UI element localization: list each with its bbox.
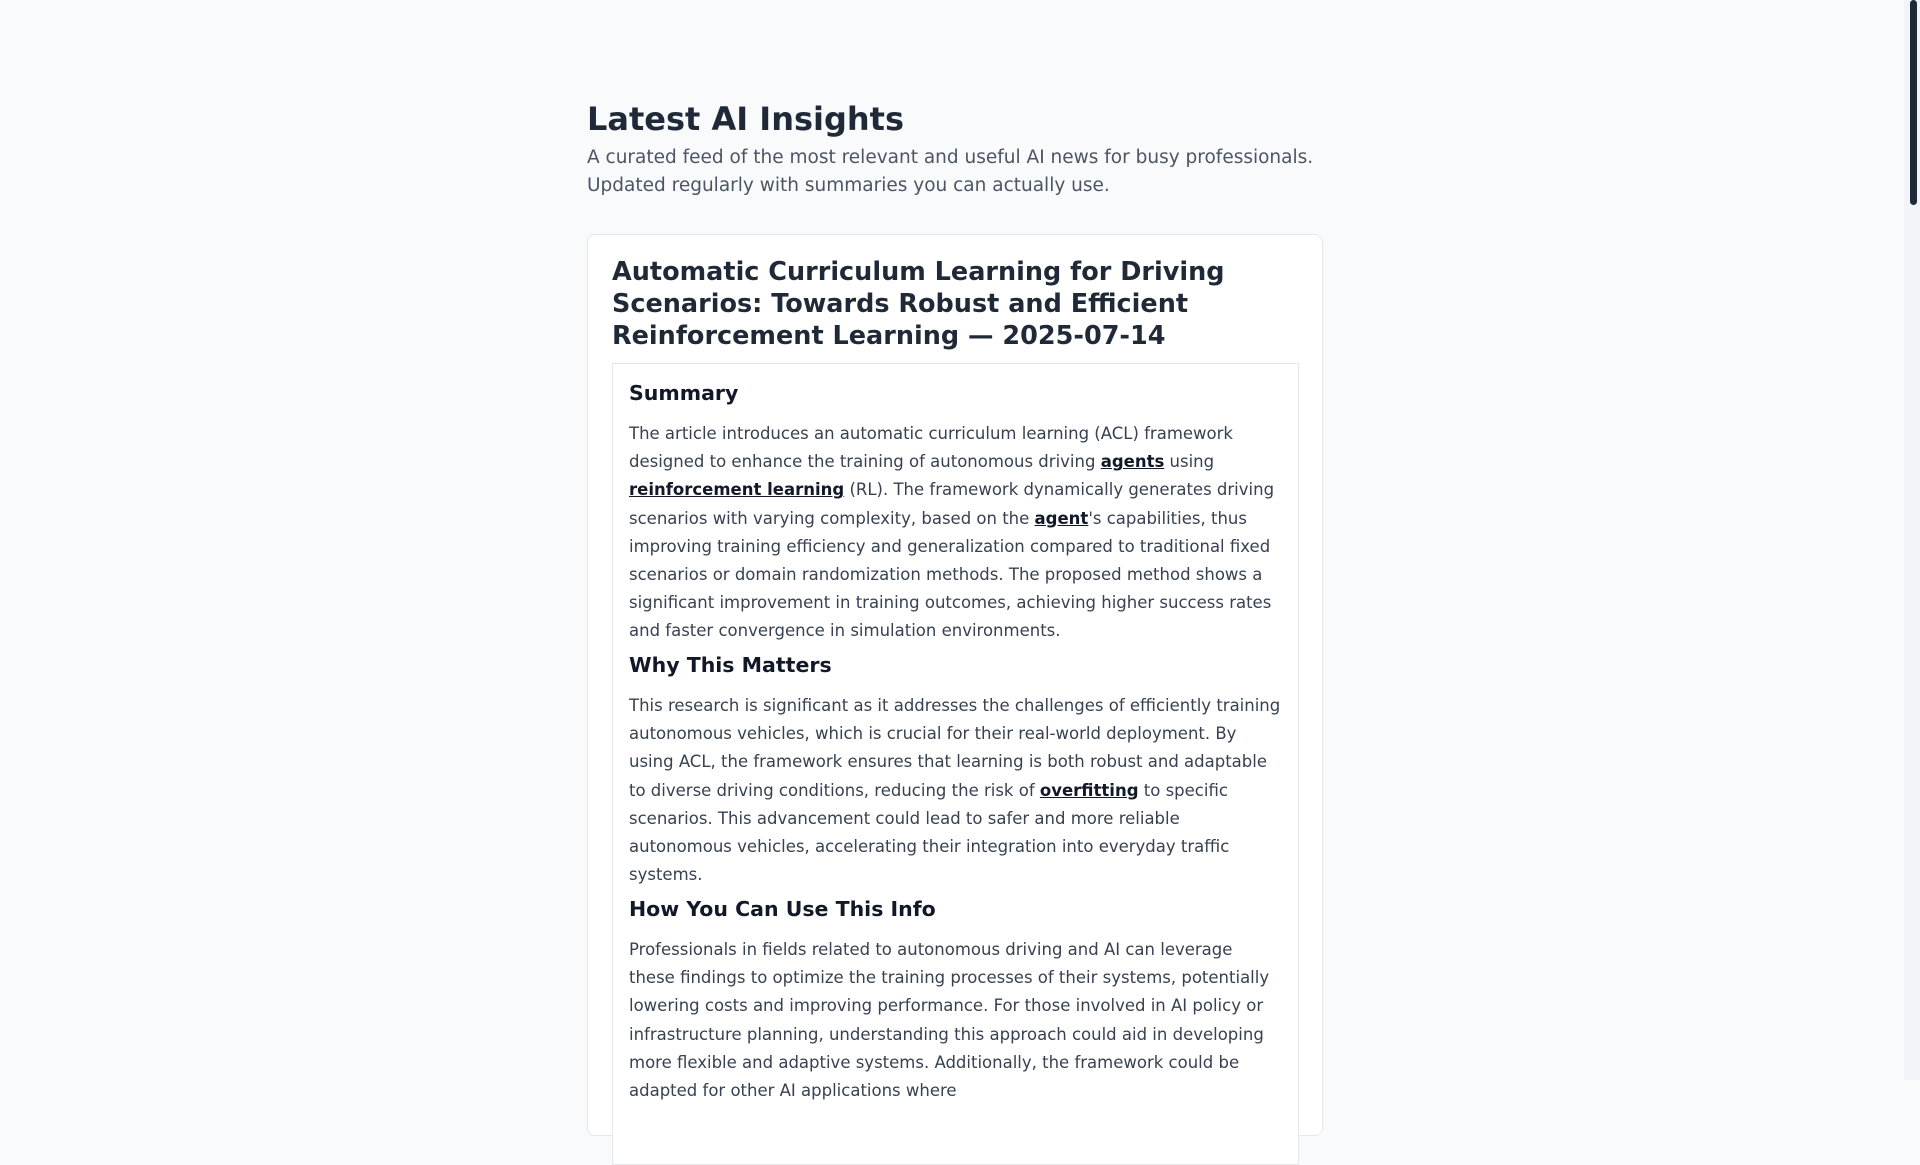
link-overfitting[interactable]: overfitting [1039,780,1139,800]
summary-heading: Summary [629,381,739,405]
how-section [629,895,1281,1105]
how-heading: How You Can Use This Info [629,897,936,921]
page-subtitle: A curated feed of the most relevant and useful AI news for busy professionals. Updated regularly with summaries you can actually use. [587,147,1314,196]
why-text-part: to specific scenarios. This advancement could lead to safer and more reliable autonomous vehicles, accelerating their integration into everyday traffic systems. [629,780,1230,885]
summary-text-part: (RL). The framework dynamically generates driving scenarios with varying complexity, based on the [629,480,1275,528]
why-text [629,692,1281,889]
why-section [629,651,1281,889]
summary-text-part: using [1164,452,1215,472]
scrollbar-thumb[interactable] [1910,0,1917,205]
summary-section [629,379,1281,646]
main-container [587,98,1323,1101]
link-agent[interactable]: agent [1034,508,1089,528]
link-reinforcement-learning[interactable]: reinforcement learning [629,480,845,500]
why-text-part: This research is significant as it addresses the challenges of efficiently training autonomous vehicles, which is crucial for their real-world deployment. By using ACL, the framework ensures that learning is both robust and adaptable to diverse driving conditions, reducing the risk of [629,696,1281,800]
article-body [612,363,1299,1165]
article-title: Automatic Curriculum Learning for Driving Scenarios: Towards Robust and Efficient Reinforcement Learning — 2025-07-14 [612,257,1225,351]
summary-text [629,420,1281,646]
link-agents[interactable]: agents [1100,452,1165,472]
summary-text-part: 's capabilities, thus improving training efficiency and generalization compared to traditional fixed scenarios or domain randomization methods. The proposed method shows a significant improvement in training outcomes, achieving higher success rates and faster convergence in simulation environments. [629,508,1272,641]
how-text: Professionals in fields related to autonomous driving and AI can leverage these findings to optimize the training processes of their systems, potentially lowering costs and improving performance. For those involved in AI policy or infrastructure planning, understanding this approach could aid in developing more flexible and adaptive systems. Additionally, the framework could be adapted for other AI applications where [629,940,1270,1101]
summary-text-part: The article introduces an automatic curriculum learning (ACL) framework designed to enhance the training of autonomous driving [629,424,1233,472]
article-card [587,234,1323,1136]
page-scrollbar[interactable] [1904,0,1920,1080]
why-heading: Why This Matters [629,653,832,677]
page-title: Latest AI Insights [587,100,905,138]
